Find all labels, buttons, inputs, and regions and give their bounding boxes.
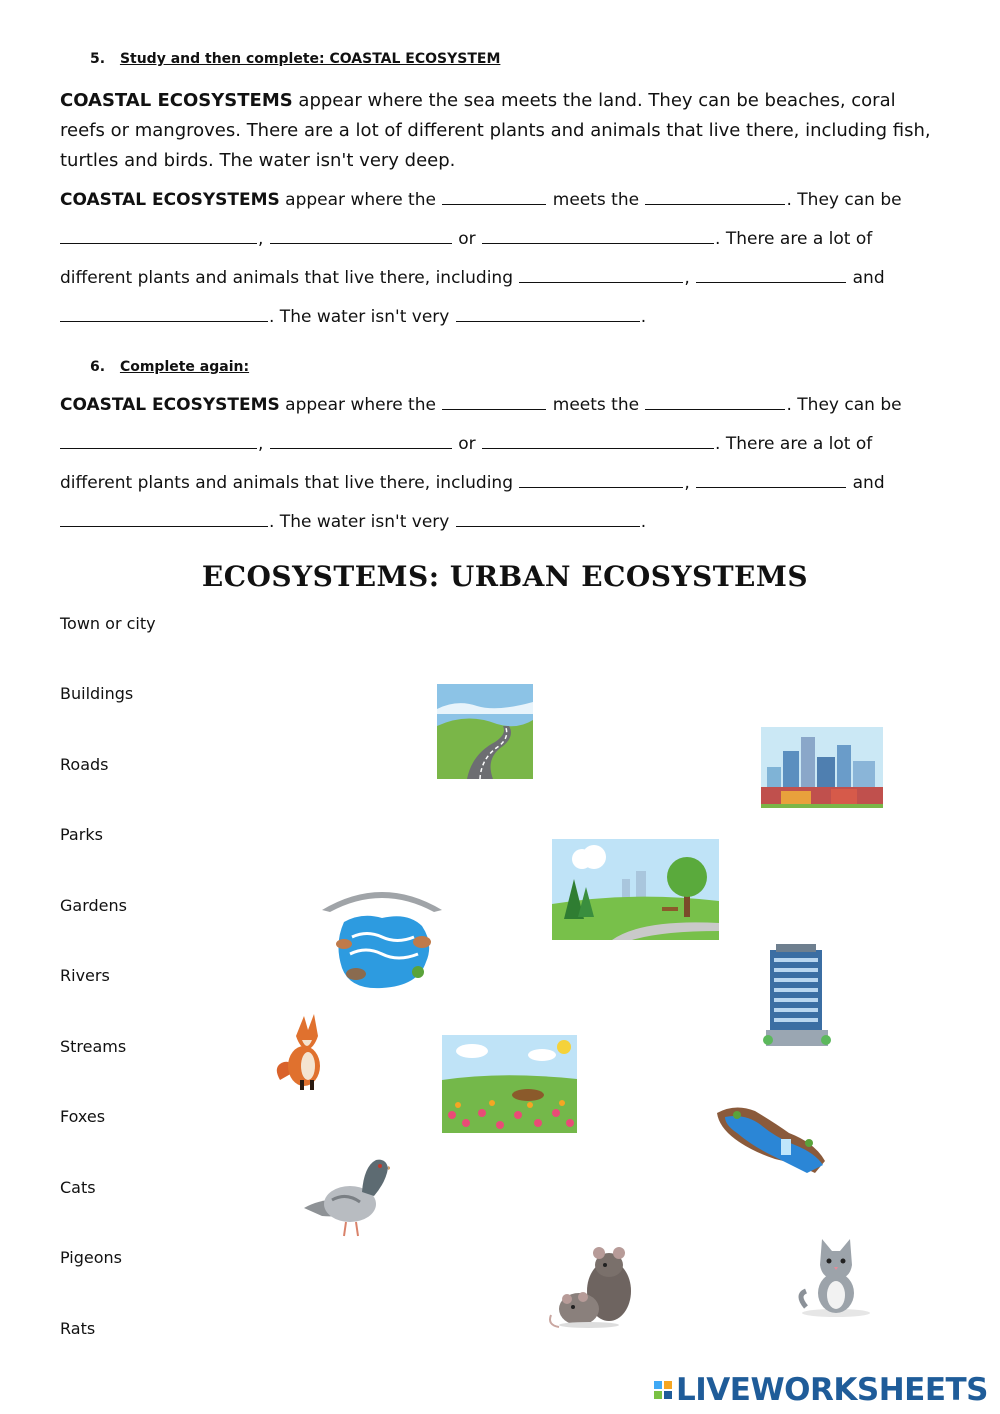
- fill-text: ,: [684, 268, 690, 288]
- word-label[interactable]: Rats: [60, 1319, 96, 1338]
- fill-line: [60, 512, 960, 532]
- river-picture[interactable]: [322, 882, 442, 990]
- word-label[interactable]: Rivers: [60, 966, 110, 985]
- blank-field[interactable]: [456, 307, 640, 322]
- cat-picture[interactable]: [796, 1235, 876, 1317]
- fill-text: appear where the: [279, 395, 442, 415]
- fill-text: ,: [258, 229, 264, 249]
- park-picture[interactable]: [552, 839, 719, 940]
- blank-field[interactable]: [60, 512, 268, 527]
- fill-text: .: [640, 512, 647, 532]
- word-label[interactable]: Foxes: [60, 1107, 106, 1126]
- fill-text: . The water isn't very: [269, 307, 455, 327]
- fill-line: [60, 395, 960, 415]
- fill-line: [60, 268, 960, 288]
- blank-field[interactable]: [696, 268, 846, 283]
- fill-text: . They can be: [786, 395, 902, 415]
- fill-text: or: [452, 229, 482, 249]
- word-label[interactable]: Town or city: [60, 614, 156, 633]
- fill-line: [60, 190, 960, 210]
- section-5-heading: [90, 51, 500, 67]
- blank-field[interactable]: [482, 229, 714, 244]
- fill-text: . There are a lot of: [715, 434, 873, 454]
- fill-text: appear where the: [279, 190, 442, 210]
- building-picture[interactable]: [762, 944, 832, 1050]
- fill-text: ,: [684, 473, 690, 493]
- fill-text: meets the: [547, 190, 645, 210]
- blank-field[interactable]: [482, 434, 714, 449]
- fill-text: and: [847, 473, 885, 493]
- blank-field[interactable]: [645, 190, 785, 205]
- paragraph-bold: COASTAL ECOSYSTEMS: [60, 90, 293, 111]
- blank-field[interactable]: [442, 395, 546, 410]
- word-label[interactable]: Cats: [60, 1178, 96, 1197]
- pigeon-picture[interactable]: [302, 1152, 390, 1238]
- road-picture[interactable]: [437, 684, 533, 779]
- fill-text: ,: [258, 434, 264, 454]
- word-label[interactable]: Parks: [60, 825, 103, 844]
- brand-name: LIVEWORKSHEETS: [676, 1372, 988, 1408]
- fill-text: or: [452, 434, 482, 454]
- blank-field[interactable]: [519, 473, 683, 488]
- fill-bold: COASTAL ECOSYSTEMS: [60, 190, 280, 210]
- fill-line: [60, 307, 960, 327]
- fill-text: . There are a lot of: [715, 229, 873, 249]
- fill-text: meets the: [547, 395, 645, 415]
- fill-text: different plants and animals that live there, including: [60, 473, 519, 493]
- section-title: Complete again:: [119, 359, 250, 375]
- blank-field[interactable]: [442, 190, 546, 205]
- blank-field[interactable]: [696, 473, 846, 488]
- fill-text: . They can be: [786, 190, 902, 210]
- section-6-heading: [90, 359, 249, 375]
- garden-picture[interactable]: [442, 1035, 577, 1133]
- blank-field[interactable]: [270, 434, 452, 449]
- stream-picture[interactable]: [715, 1103, 829, 1175]
- fill-text: different plants and animals that live there, including: [60, 268, 519, 288]
- rats-picture[interactable]: [549, 1245, 641, 1329]
- fill-text: .: [640, 307, 647, 327]
- blank-field[interactable]: [645, 395, 785, 410]
- logo-icon: [654, 1381, 672, 1399]
- blank-field[interactable]: [270, 229, 452, 244]
- liveworksheets-logo: [654, 1372, 988, 1408]
- word-label[interactable]: Streams: [60, 1037, 127, 1056]
- blank-field[interactable]: [60, 434, 257, 449]
- fill-line: [60, 434, 960, 454]
- word-label[interactable]: Pigeons: [60, 1248, 123, 1267]
- blank-field[interactable]: [456, 512, 640, 527]
- urban-title: ECOSYSTEMS: URBAN ECOSYSTEMS: [201, 560, 809, 593]
- coastal-paragraph: [60, 86, 940, 176]
- word-label[interactable]: Roads: [60, 755, 109, 774]
- blank-field[interactable]: [519, 268, 683, 283]
- section-number: 6.: [90, 359, 106, 375]
- section-number: 5.: [90, 51, 106, 67]
- blank-field[interactable]: [60, 307, 268, 322]
- fox-picture[interactable]: [274, 1010, 334, 1092]
- word-label[interactable]: Gardens: [60, 896, 127, 915]
- fill-text: and: [847, 268, 885, 288]
- section-title: Study and then complete: COASTAL ECOSYSTEM: [119, 51, 501, 67]
- fill-line: [60, 473, 960, 493]
- city-picture[interactable]: [761, 727, 883, 808]
- paragraph-text: appear where the sea meets the land. They can be beaches, coral reefs or mangroves. There are a lot of different plants and animals that live there, including fish, turtles and birds. The water isn't very deep.: [60, 90, 931, 171]
- fill-text: . The water isn't very: [269, 512, 455, 532]
- fill-bold: COASTAL ECOSYSTEMS: [60, 395, 280, 415]
- fill-line: [60, 229, 960, 249]
- word-label[interactable]: Buildings: [60, 684, 134, 703]
- blank-field[interactable]: [60, 229, 257, 244]
